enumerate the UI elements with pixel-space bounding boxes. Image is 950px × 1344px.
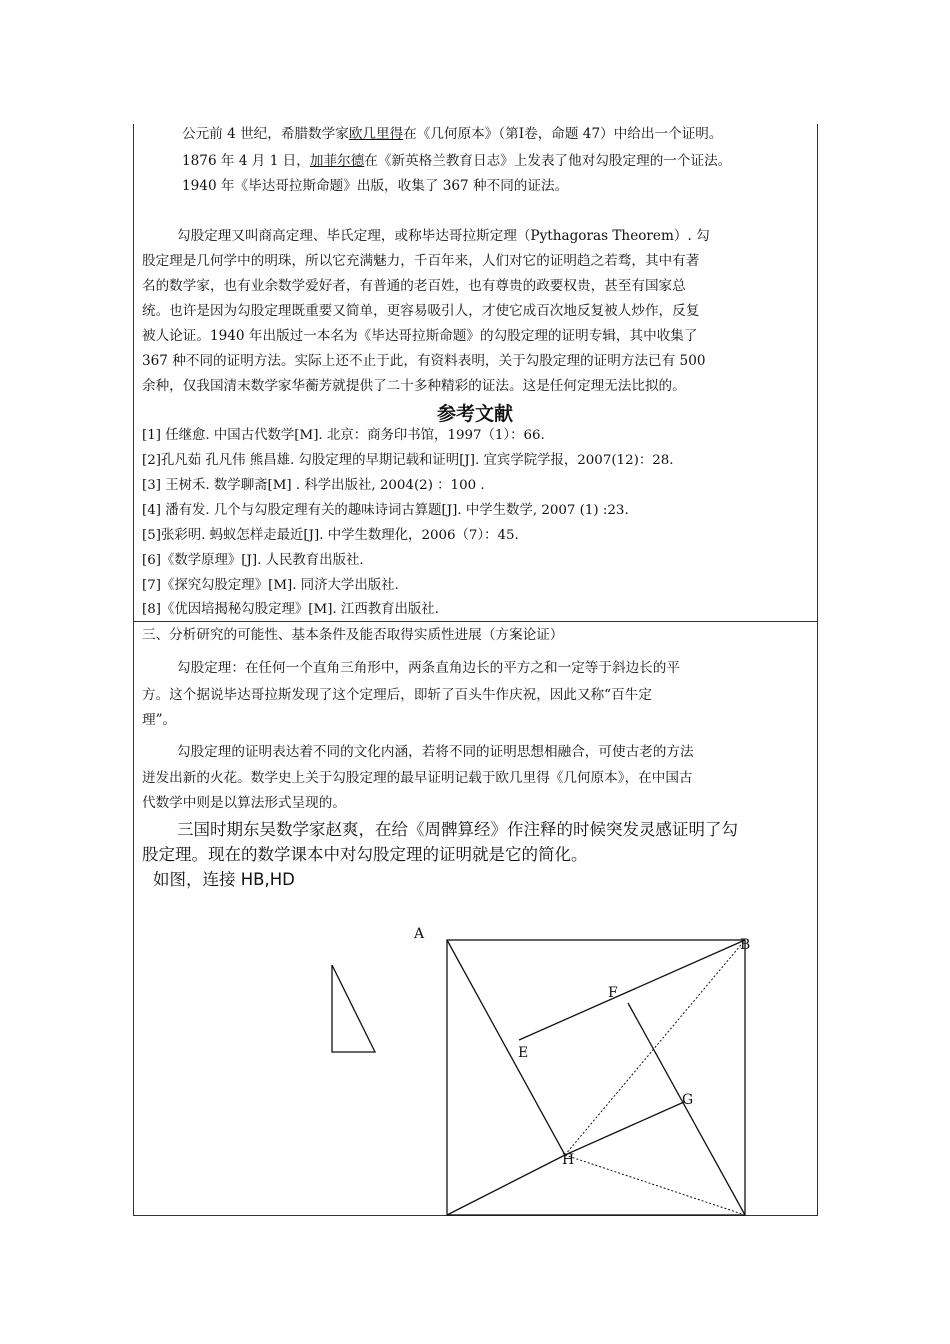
label-e: E: [518, 1045, 529, 1061]
segment-h-g: [565, 1102, 684, 1155]
intro-line: 名的数学家，也有业余数学爱好者，有普通的老百姓，也有尊贵的政要权贵，甚至有国家总: [142, 278, 686, 294]
label-g: G: [682, 1092, 694, 1108]
history-line-2-text-c: 在《新英格兰教育日志》上发表了他对勾股定理的一个证法。: [364, 153, 732, 169]
section-3-para-1-line: 勾股定理：在任何一个直角三角形中，两条直角边长的平方之和一定等于斜边长的平: [177, 660, 680, 676]
figure-caption: 如图，连接 HB,HD: [153, 870, 295, 889]
section-3-para-3-line: 股定理。现在的数学课本中对勾股定理的证明就是它的简化。: [142, 845, 588, 864]
reference-item: [5]张彩明. 蚂蚁怎样走最近[J]. 中学生数理化，2006（7）：45.: [142, 528, 519, 543]
reference-item: [7]《探究勾股定理》[M]. 同济大学出版社.: [142, 578, 399, 593]
intro-line: 367 种不同的证明方法。实际上还不止于此，有资料表明，关于勾股定理的证明方法已有 500: [142, 353, 706, 369]
reference-item: [1] 任继愈. 中国古代数学[M]. 北京：商务印书馆，1997（1）：66.: [142, 428, 545, 443]
section-3-para-2-line: 迸发出新的火花。数学史上关于勾股定理的最早证明记载于欧几里得《几何原本》，在中国古: [142, 770, 693, 786]
dotted-segment-h-b: [565, 940, 745, 1155]
small-right-triangle: [332, 965, 375, 1052]
section-3-para-1-line: 方。这个据说毕达哥拉斯发现了这个定理后，即斩了百头牛作庆祝，因此又称“百牛定: [142, 687, 652, 703]
link-garfield[interactable]: 加菲尔德: [309, 153, 365, 169]
reference-item: [6]《数学原理》[J]. 人民教育出版社.: [142, 553, 364, 568]
history-line-2-text-a: 1876 年 4 月 1 日，: [182, 153, 310, 169]
label-a: A: [414, 926, 425, 942]
dotted-segment-h-c: [565, 1155, 745, 1215]
reference-item: [2]孔凡茹 孔凡伟 熊昌雄. 勾股定理的早期记载和证明[J]. 宜宾学院学报，2007(12)：28.: [142, 453, 674, 468]
segment-f-c: [628, 1003, 745, 1215]
segment-h-d: [447, 1155, 565, 1215]
section-3-para-2-line: 勾股定理的证明表达着不同的文化内涵，若将不同的证明思想相融合，可使古老的方法: [177, 744, 694, 760]
reference-item: [4] 潘有发. 几个与勾股定理有关的趣味诗词古算题[J]. 中学生数学, 2007 (1) :23.: [142, 503, 629, 518]
label-h: H: [562, 1152, 575, 1168]
history-line-1-text-c: 在《几何原本》（第Ⅰ卷，命题 47）中给出一个证明。: [403, 126, 723, 142]
intro-line: 被人论证。1940 年出版过一本名为《毕达哥拉斯命题》的勾股定理的证明专辑，其中收集了: [142, 328, 698, 344]
link-euclid[interactable]: 欧几里得: [348, 126, 404, 142]
reference-item: [8]《优因培揭秘勾股定理》[M]. 江西教育出版社.: [142, 602, 439, 617]
segment-a-h: [447, 940, 565, 1155]
history-line-1-text-a: 公元前 4 世纪，希腊数学家: [182, 126, 349, 142]
section-3-para-2-line: 代数学中则是以算法形式呈现的。: [142, 795, 346, 811]
outer-square: [447, 940, 745, 1215]
section-3-heading: 三、分析研究的可能性、基本条件及能否取得实质性进展（方案论证）: [142, 627, 564, 643]
segment-e-b: [519, 940, 745, 1040]
label-b: B: [740, 937, 751, 953]
section-3-para-3-line: 三国时期东吴数学家赵爽，在给《周髀算经》作注释的时候突发灵感证明了勾: [177, 820, 738, 839]
intro-line: 勾股定理又叫商高定理、毕氏定理，或称毕达哥拉斯定理（Pythagoras Theorem）. 勾: [177, 228, 710, 244]
intro-line: 统。也许是因为勾股定理既重要又简单，更容易吸引人，才使它成百次地反复被人炒作，反复: [142, 303, 700, 319]
intro-line: 余种，仅我国清末数学家华蘅芳就提供了二十多种精彩的证法。这是任何定理无法比拟的。: [142, 378, 686, 394]
section-3-para-1-line: 理”。: [142, 712, 177, 728]
history-line-3: 1940 年《毕达哥拉斯命题》出版，收集了 367 种不同的证法。: [182, 178, 569, 194]
references-title: 参考文献: [436, 403, 513, 425]
intro-line: 股定理是几何学中的明珠，所以它充满魅力，千百年来，人们对它的证明趋之若骛，其中有著: [142, 253, 700, 269]
label-f: F: [608, 985, 618, 1001]
reference-item: [3] 王树禾. 数学聊斋[M] . 科学出版社, 2004(2) ：100 .: [142, 478, 485, 493]
